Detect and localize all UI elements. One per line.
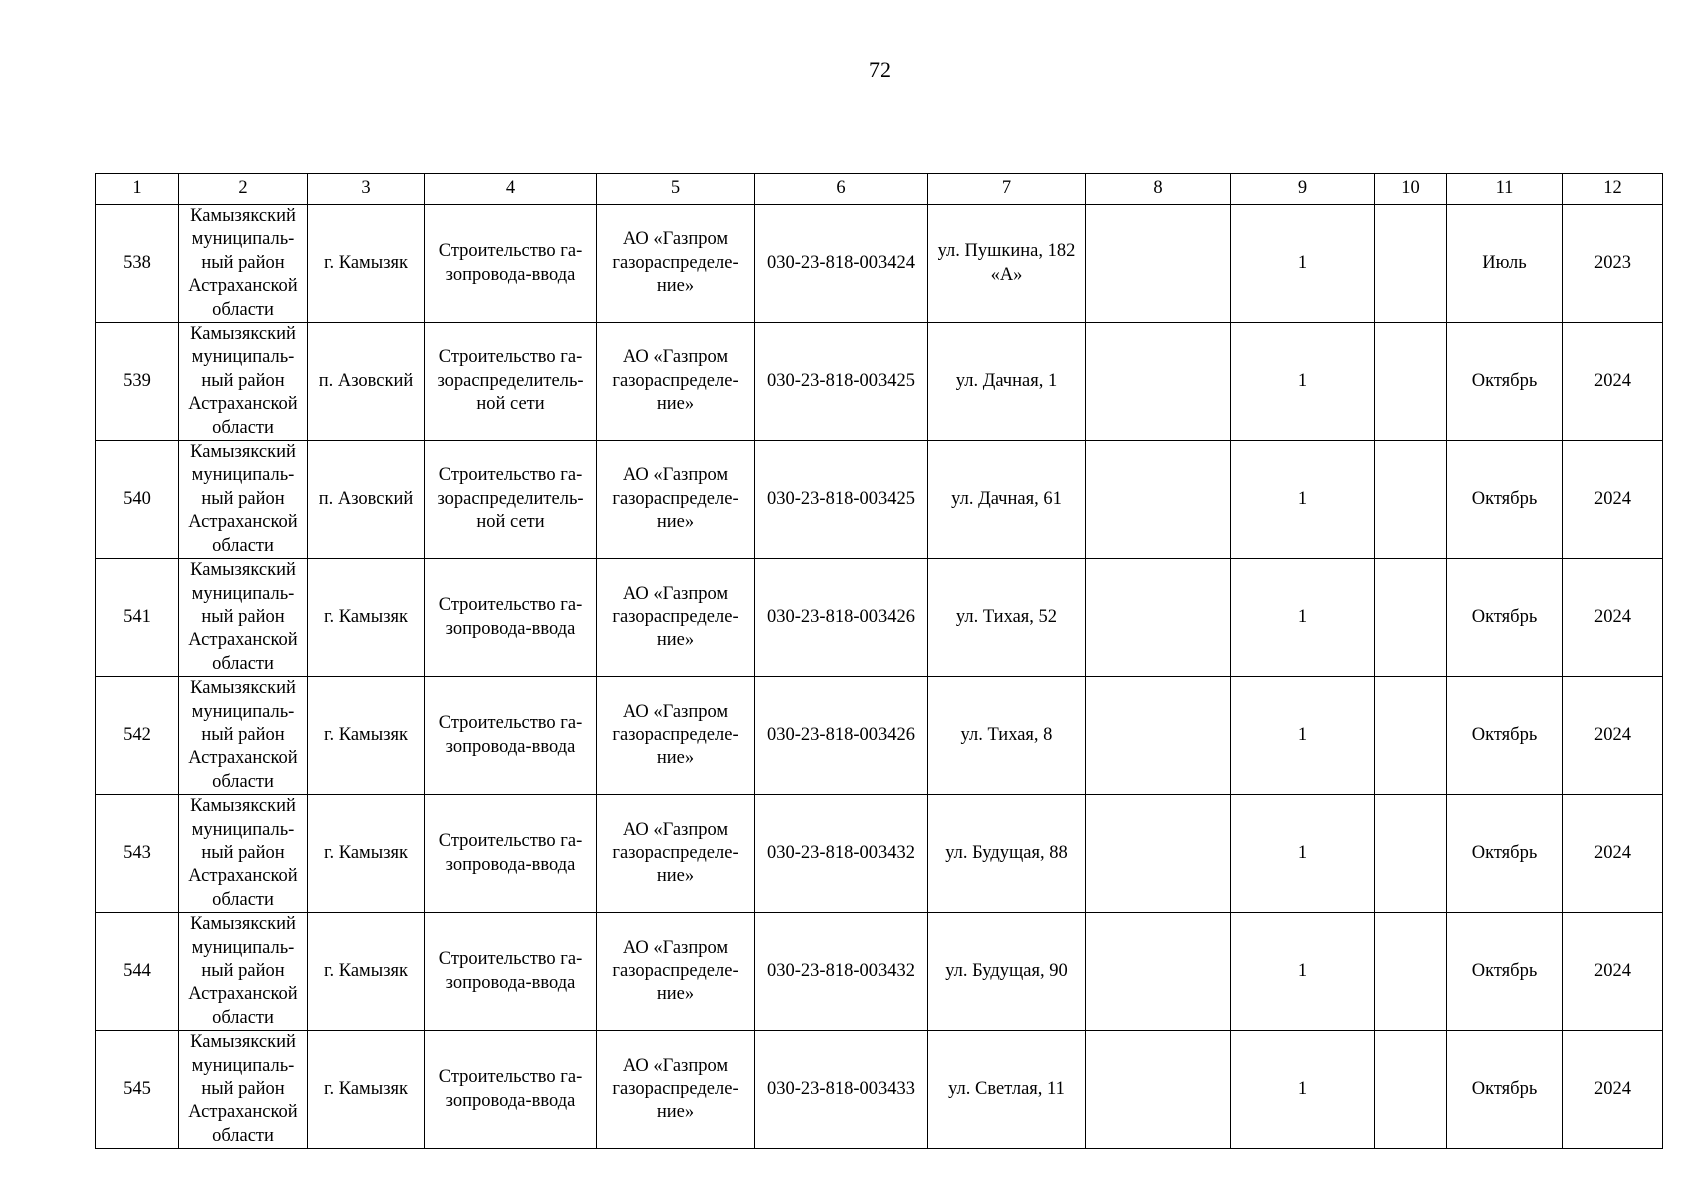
year-cell: 2024 [1563,559,1663,677]
address-cell: ул. Тихая, 8 [928,677,1086,795]
work-type-cell: Строительство га-зопровода-ввода [425,677,597,795]
column-header: 1 [96,174,179,205]
locality-cell: г. Камызяк [308,795,425,913]
district-cell: Камызякский муниципаль-ный район Астраханской области [179,913,308,1031]
locality-cell: г. Камызяк [308,677,425,795]
year-cell: 2024 [1563,441,1663,559]
table-row [96,677,1663,795]
object-code-cell: 030-23-818-003425 [755,441,928,559]
locality-cell: г. Камызяк [308,205,425,323]
work-type-cell: Строительство га-зопровода-ввода [425,913,597,1031]
month-cell: Октябрь [1447,795,1563,913]
quantity-cell: 1 [1231,677,1375,795]
month-cell: Октябрь [1447,677,1563,795]
locality-cell: г. Камызяк [308,559,425,677]
column-8-cell [1086,1031,1231,1149]
column-8-cell [1086,323,1231,441]
column-10-cell [1375,441,1447,559]
column-10-cell [1375,913,1447,1031]
data-table [95,173,1663,1149]
quantity-cell: 1 [1231,913,1375,1031]
year-cell: 2024 [1563,323,1663,441]
year-cell: 2024 [1563,795,1663,913]
page-number: 72 [869,57,891,82]
column-8-cell [1086,677,1231,795]
month-cell: Июль [1447,205,1563,323]
organization-cell: АО «Газпром газораспределе-ние» [597,913,755,1031]
address-cell: ул. Тихая, 52 [928,559,1086,677]
object-code-cell: 030-23-818-003432 [755,913,928,1031]
row-number-cell: 544 [96,913,179,1031]
locality-cell: г. Камызяк [308,1031,425,1149]
column-header: 2 [179,174,308,205]
row-number-cell: 540 [96,441,179,559]
district-cell: Камызякский муниципаль-ный район Астраханской области [179,795,308,913]
quantity-cell: 1 [1231,1031,1375,1149]
year-cell: 2023 [1563,205,1663,323]
month-cell: Октябрь [1447,559,1563,677]
work-type-cell: Строительство га-зораспределитель-ной сети [425,441,597,559]
table-row [96,323,1663,441]
column-header: 12 [1563,174,1663,205]
object-code-cell: 030-23-818-003432 [755,795,928,913]
address-cell: ул. Дачная, 1 [928,323,1086,441]
organization-cell: АО «Газпром газораспределе-ние» [597,677,755,795]
column-header: 4 [425,174,597,205]
work-type-cell: Строительство га-зораспределитель-ной сети [425,323,597,441]
column-header: 5 [597,174,755,205]
year-cell: 2024 [1563,913,1663,1031]
object-code-cell: 030-23-818-003424 [755,205,928,323]
column-8-cell [1086,795,1231,913]
column-8-cell [1086,913,1231,1031]
column-8-cell [1086,559,1231,677]
district-cell: Камызякский муниципаль-ный район Астраханской области [179,559,308,677]
district-cell: Камызякский муниципаль-ный район Астраханской области [179,205,308,323]
table-row [96,559,1663,677]
column-header: 7 [928,174,1086,205]
address-cell: ул. Будущая, 88 [928,795,1086,913]
column-header: 6 [755,174,928,205]
column-8-cell [1086,441,1231,559]
district-cell: Камызякский муниципаль-ный район Астраханской области [179,677,308,795]
organization-cell: АО «Газпром газораспределе-ние» [597,1031,755,1149]
district-cell: Камызякский муниципаль-ный район Астраханской области [179,1031,308,1149]
table-row [96,205,1663,323]
column-header: 8 [1086,174,1231,205]
column-header: 10 [1375,174,1447,205]
work-type-cell: Строительство га-зопровода-ввода [425,559,597,677]
object-code-cell: 030-23-818-003426 [755,559,928,677]
month-cell: Октябрь [1447,913,1563,1031]
row-number-cell: 541 [96,559,179,677]
organization-cell: АО «Газпром газораспределе-ние» [597,205,755,323]
address-cell: ул. Будущая, 90 [928,913,1086,1031]
quantity-cell: 1 [1231,559,1375,677]
table-row [96,795,1663,913]
column-10-cell [1375,323,1447,441]
table-row [96,1031,1663,1149]
table-row [96,441,1663,559]
table-row [96,913,1663,1031]
quantity-cell: 1 [1231,205,1375,323]
row-number-cell: 545 [96,1031,179,1149]
column-10-cell [1375,677,1447,795]
month-cell: Октябрь [1447,441,1563,559]
locality-cell: п. Азовский [308,323,425,441]
quantity-cell: 1 [1231,795,1375,913]
column-10-cell [1375,795,1447,913]
organization-cell: АО «Газпром газораспределе-ние» [597,323,755,441]
row-number-cell: 538 [96,205,179,323]
object-code-cell: 030-23-818-003426 [755,677,928,795]
month-cell: Октябрь [1447,1031,1563,1149]
quantity-cell: 1 [1231,441,1375,559]
locality-cell: п. Азовский [308,441,425,559]
work-type-cell: Строительство га-зопровода-ввода [425,205,597,323]
district-cell: Камызякский муниципаль-ный район Астраханской области [179,323,308,441]
work-type-cell: Строительство га-зопровода-ввода [425,1031,597,1149]
table-header-row [96,174,1663,205]
work-type-cell: Строительство га-зопровода-ввода [425,795,597,913]
address-cell: ул. Дачная, 61 [928,441,1086,559]
row-number-cell: 542 [96,677,179,795]
object-code-cell: 030-23-818-003433 [755,1031,928,1149]
column-10-cell [1375,205,1447,323]
column-header: 11 [1447,174,1563,205]
organization-cell: АО «Газпром газораспределе-ние» [597,559,755,677]
column-header: 3 [308,174,425,205]
column-10-cell [1375,1031,1447,1149]
address-cell: ул. Светлая, 11 [928,1031,1086,1149]
year-cell: 2024 [1563,677,1663,795]
column-header: 9 [1231,174,1375,205]
district-cell: Камызякский муниципаль-ный район Астраханской области [179,441,308,559]
row-number-cell: 543 [96,795,179,913]
quantity-cell: 1 [1231,323,1375,441]
locality-cell: г. Камызяк [308,913,425,1031]
address-cell: ул. Пушкина, 182 «А» [928,205,1086,323]
object-code-cell: 030-23-818-003425 [755,323,928,441]
row-number-cell: 539 [96,323,179,441]
year-cell: 2024 [1563,1031,1663,1149]
organization-cell: АО «Газпром газораспределе-ние» [597,441,755,559]
month-cell: Октябрь [1447,323,1563,441]
column-8-cell [1086,205,1231,323]
organization-cell: АО «Газпром газораспределе-ние» [597,795,755,913]
column-10-cell [1375,559,1447,677]
